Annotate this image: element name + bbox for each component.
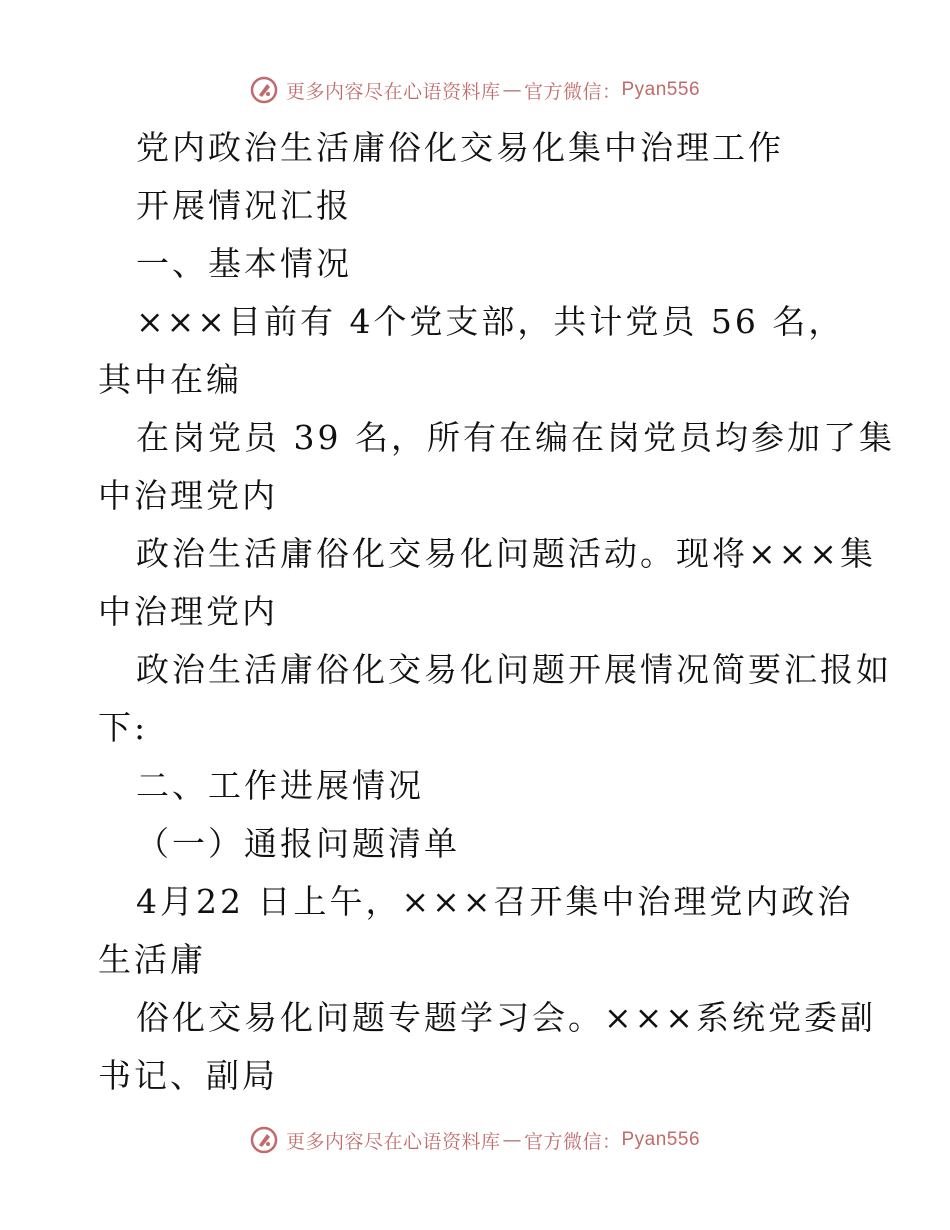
paragraph-line: 中治理党内 xyxy=(98,476,278,515)
watermark-id: Pyan556 xyxy=(621,79,701,100)
pen-nib-logo-icon xyxy=(250,1126,278,1154)
paragraph-line: 俗化交易化问题专题学习会。×××系统党委副 xyxy=(136,998,876,1037)
paragraph-line: 在岗党员 39 名，所有在编在岗党员均参加了集 xyxy=(136,418,895,457)
doc-title-line-2: 开展情况汇报 xyxy=(136,186,352,225)
watermark-text: 更多内容尽在心语资料库 xyxy=(285,1130,501,1153)
paragraph-line: ×××目前有 4个党支部，共计党员 56 名， xyxy=(136,302,845,341)
section-heading-2: 二、工作进展情况 xyxy=(136,766,424,805)
paragraph-line: 下: xyxy=(98,708,149,747)
watermark-separator: — xyxy=(502,1129,522,1151)
pen-nib-logo-icon xyxy=(250,76,278,104)
watermark-text: 更多内容尽在心语资料库 xyxy=(285,80,501,103)
paragraph-line: 中治理党内 xyxy=(98,592,278,631)
watermark-id: Pyan556 xyxy=(621,1129,701,1150)
paragraph-line: 政治生活庸俗化交易化问题活动。现将×××集 xyxy=(136,534,876,573)
section-heading-1: 一、基本情况 xyxy=(136,244,352,283)
paragraph-line: 书记、副局 xyxy=(98,1056,278,1095)
watermark-separator: — xyxy=(502,79,522,101)
paragraph-line: 政治生活庸俗化交易化问题开展情况简要汇报如 xyxy=(136,650,892,689)
footer-watermark xyxy=(0,1120,950,1160)
doc-title-line-1: 党内政治生活庸俗化交易化集中治理工作 xyxy=(136,128,784,167)
subsection-heading-1: （一）通报问题清单 xyxy=(136,824,460,863)
watermark-official: 官方微信： xyxy=(523,1130,622,1153)
paragraph-line: 其中在编 xyxy=(98,360,242,399)
watermark-official: 官方微信： xyxy=(523,80,622,103)
header-watermark xyxy=(0,70,950,110)
paragraph-line: 4月22 日上午，×××召开集中治理党内政治 xyxy=(136,882,854,921)
paragraph-line: 生活庸 xyxy=(98,940,206,979)
